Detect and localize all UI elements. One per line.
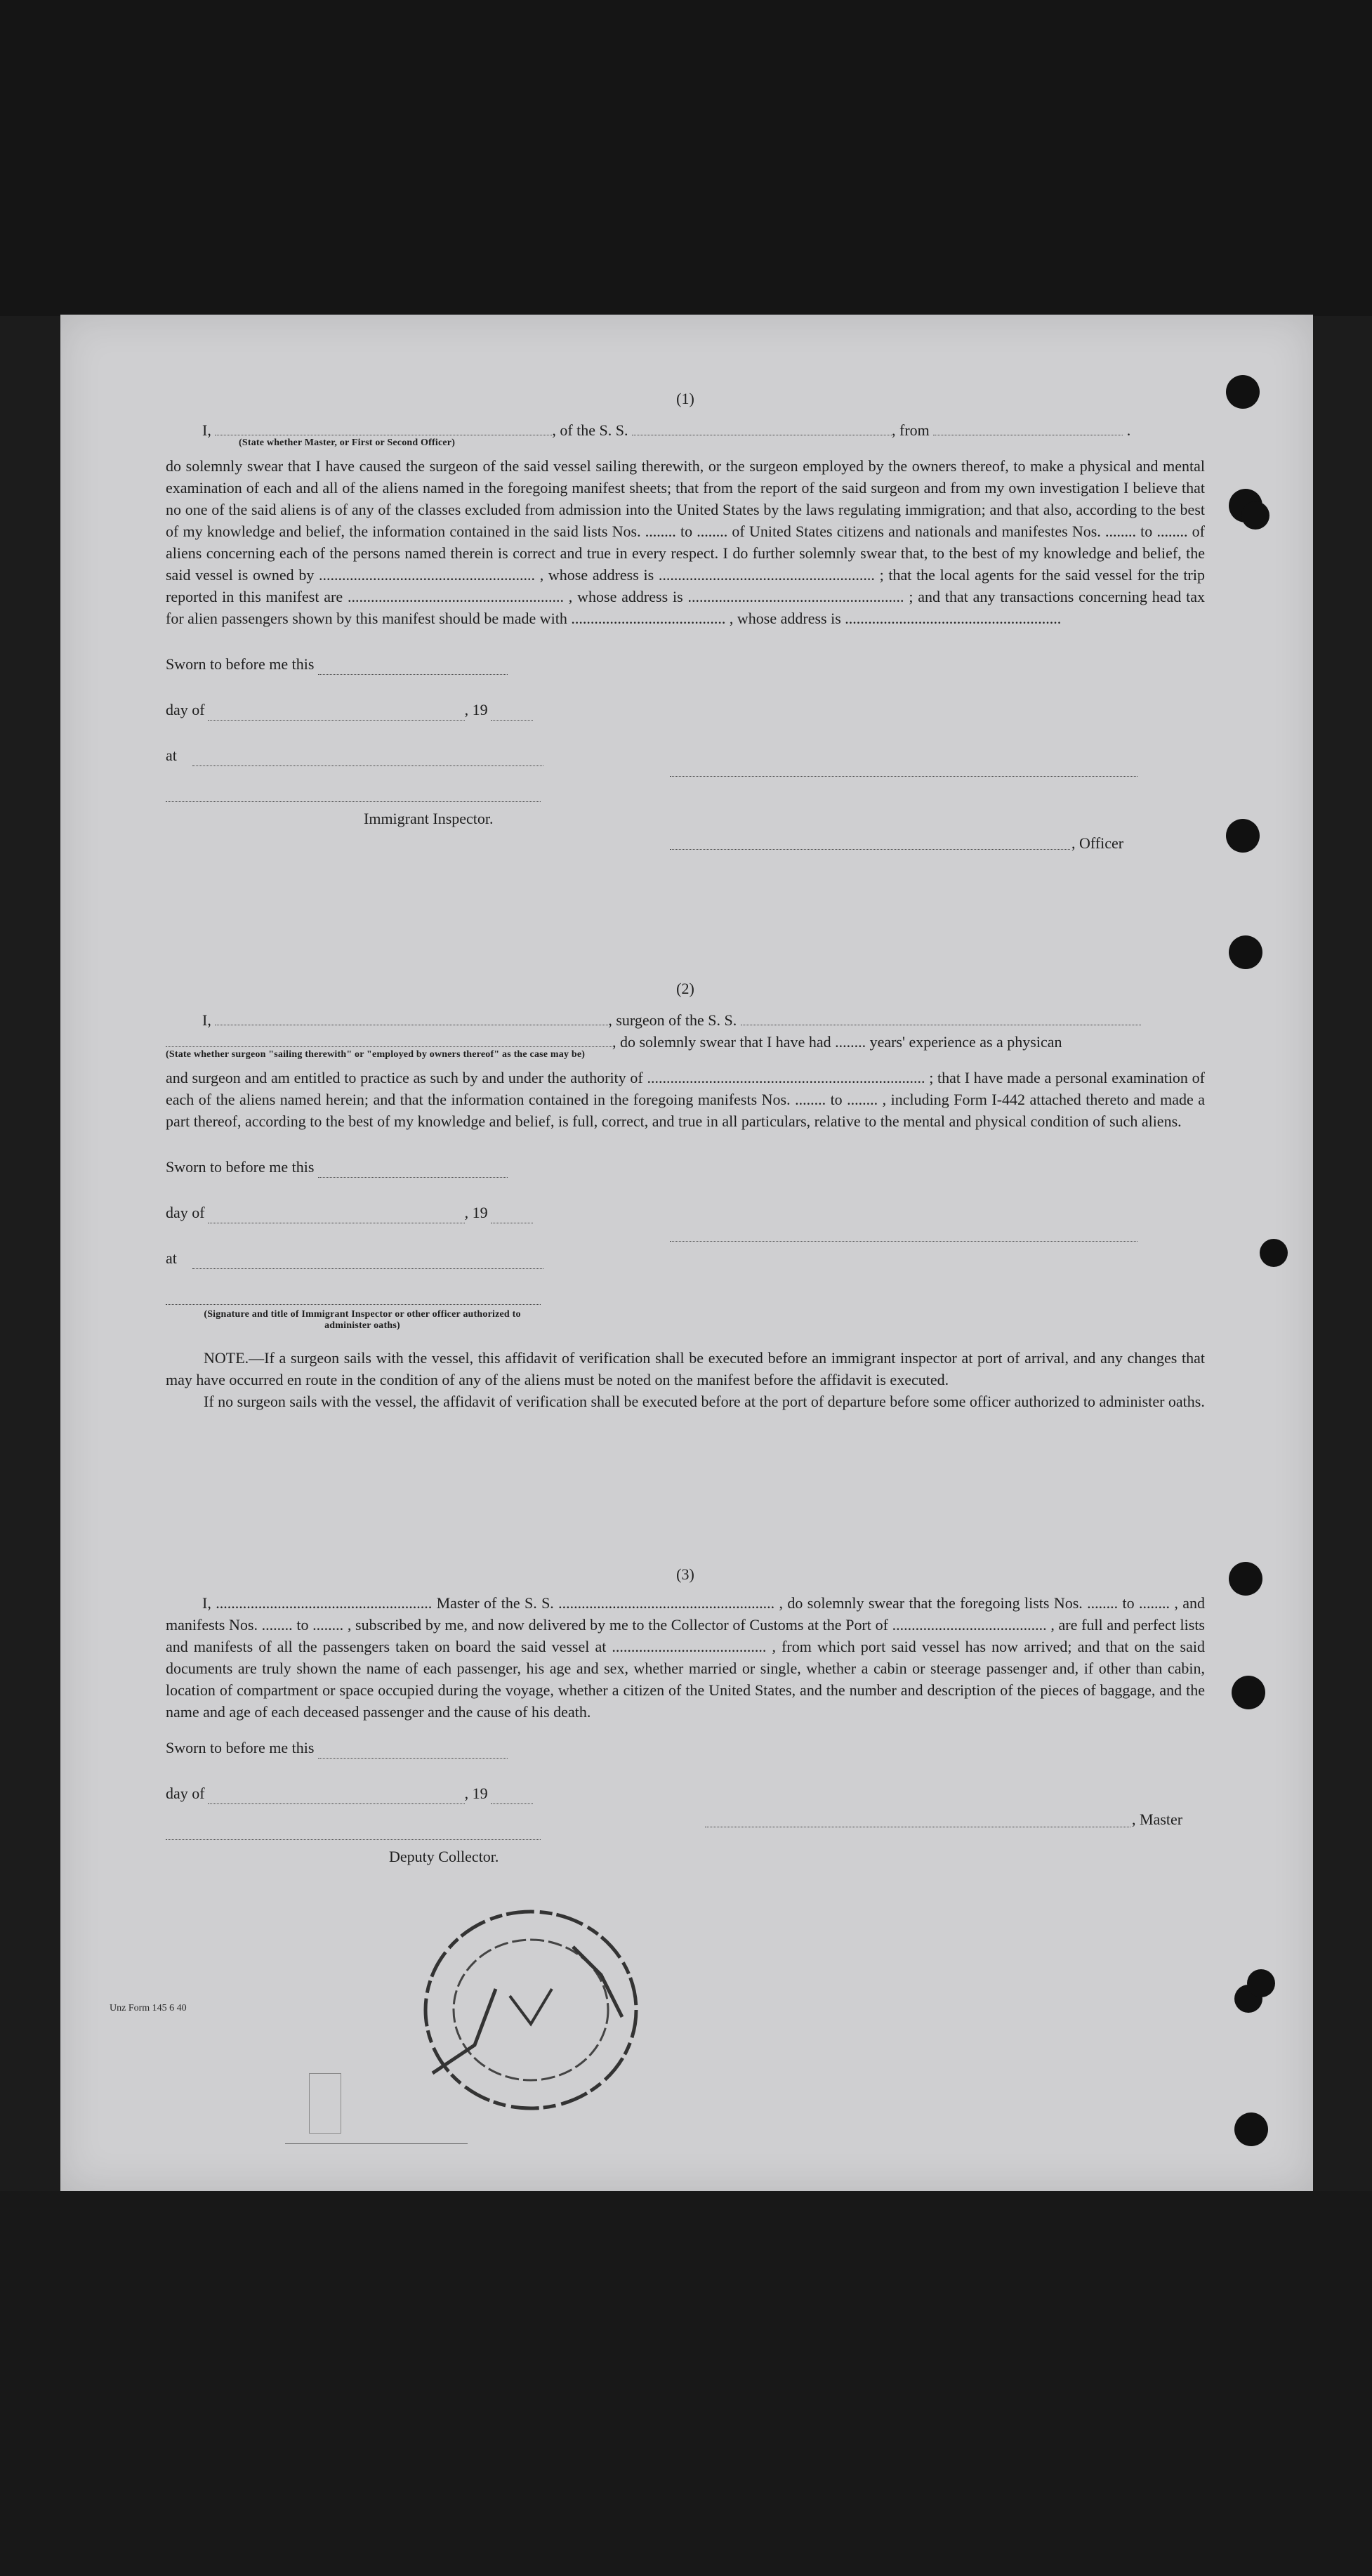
punch-hole	[1234, 2112, 1268, 2146]
collector-signature-field[interactable]	[166, 1825, 541, 1840]
section-2-second-line: , do solemnly swear that I have had ........ years' experience as a physican	[166, 1031, 1205, 1053]
year-field-2[interactable]	[491, 1209, 533, 1223]
section-1-officer-line[interactable]	[670, 848, 1070, 850]
section-1-body: do solemnly swear that I have caused the surgeon of the said vessel sailing therewith, or the surgeon employed by the owners thereof, to make a physical and mental examination of each and all of the aliens named in the foregoing manifest sheets; that from the report of the said surgeon and from my own investigation I believe that no one of the said aliens is of any of the classes excluded from admission into the United States by the laws regulating immigration; and that also, according to the best of my knowledge and belief, the information contained in the said lists Nos. ........ to ........ of United States citizens and nationals and manifestes Nos. ........ to ........ of aliens concerning each of the persons named therein is correct and true in every respect. I do further solemnly swear that, to the best of my knowledge and belief, the said vessel is owned by ........................................................ , whose address is ........................................................ ; that the local agents for the said vessel for the trip reported in this manifest are ........................................................ , whose address is ........................................................ ; and that any transactions concerning head tax for alien passengers shown by this manifest should be made with ........................................ , whose address is ........................................................	[166, 457, 1205, 627]
at-place-field[interactable]	[192, 751, 543, 766]
surgeon-note-2: If no surgeon sails with the vessel, the affidavit of verification shall be executed before at the port of departure before some officer authorized to administer oaths.	[204, 1393, 1205, 1410]
officer-label: , Officer	[1071, 834, 1124, 852]
section-2-inspector-sig	[166, 1290, 1205, 1305]
section-2-signature-line[interactable]	[670, 1240, 1137, 1242]
section-1-sworn-row: Sworn to before me this	[166, 653, 1205, 675]
punch-hole	[1229, 1562, 1262, 1596]
vessel-name-field[interactable]	[632, 421, 892, 435]
deputy-collector-label: Deputy Collector.	[389, 1848, 499, 1865]
section-2-body: and surgeon and am entitled to practice as such by and under the authority of ........................................................................ ; that I have made a personal examination of each of the aliens named herein; and that the information contained in the foregoing manifests Nos. ........ to ........ , including Form I-442 attached thereto and made a part thereof, according to the best of my knowledge and belief, is full, correct, and true in all particulars, relative to the mental and physical condition of such aliens.	[166, 1069, 1205, 1130]
day-field-2[interactable]	[208, 1209, 465, 1223]
document-page	[60, 315, 1313, 2191]
section-1-inspector-sig	[166, 787, 1205, 802]
year-field[interactable]	[491, 706, 533, 721]
section-3-day-row: day of , 19	[166, 1782, 1205, 1804]
section-2	[166, 978, 1205, 1412]
section-2-day-row: day of , 19	[166, 1202, 1205, 1223]
section-3-collector-sig	[166, 1825, 1205, 1840]
inspector-signature-field[interactable]	[166, 787, 541, 802]
sworn-date-field[interactable]	[318, 660, 508, 675]
immigrant-inspector-label: Immigrant Inspector.	[364, 810, 494, 827]
year-field-3[interactable]	[491, 1789, 533, 1804]
surgeon-vessel-field[interactable]	[741, 1011, 1141, 1025]
film-top-margin	[0, 0, 1372, 316]
day-field[interactable]	[208, 706, 465, 721]
punch-hole	[1226, 375, 1260, 409]
customs-stamp	[390, 1905, 671, 2115]
surgeon-type-note: (State whether surgeon "sailing therewith" or "employed by owners thereof" as the case may be)	[166, 1049, 586, 1060]
surgeon-type-field[interactable]	[166, 1032, 612, 1047]
section-1	[166, 388, 1205, 829]
section-3-sworn-row: Sworn to before me this	[166, 1737, 1205, 1759]
section-3-master-line[interactable]	[705, 1826, 1130, 1827]
section-2-at-row: at	[166, 1247, 1205, 1269]
section-2-sworn-row: Sworn to before me this	[166, 1156, 1205, 1178]
section-1-number: (1)	[676, 390, 694, 407]
sworn-date-field-3[interactable]	[318, 1744, 508, 1759]
officer-title-note: (State whether Master, or First or Second Officer)	[239, 438, 456, 448]
section-2-first-line: I, , surgeon of the S. S.	[166, 1009, 1205, 1031]
signature-title-note: (Signature and title of Immigrant Inspector or other officer authorized to administer oaths)	[204, 1309, 521, 1331]
section-1-day-row: day of , 19	[166, 699, 1205, 721]
punch-hole	[1232, 1676, 1265, 1709]
punch-hole	[1226, 819, 1260, 853]
pencil-mark	[309, 2073, 341, 2134]
officer-name-field[interactable]	[215, 421, 552, 435]
section-1-signature-line[interactable]	[670, 775, 1137, 777]
surgeon-name-field[interactable]	[215, 1011, 608, 1025]
punch-hole	[1247, 1969, 1275, 1997]
punch-hole	[1229, 935, 1262, 969]
origin-port-field[interactable]	[933, 421, 1123, 435]
section-2-number: (2)	[676, 980, 694, 997]
sworn-date-field-2[interactable]	[318, 1163, 508, 1178]
pencil-mark	[285, 2143, 468, 2144]
form-id: Unz Form 145 6 40	[110, 2003, 187, 2013]
section-3	[166, 1563, 1205, 1867]
section-3-number: (3)	[676, 1565, 694, 1583]
film-bottom-margin	[0, 2191, 1372, 2576]
section-1-at-row: at	[166, 744, 1205, 766]
day-field-3[interactable]	[208, 1789, 465, 1804]
at-place-field-2[interactable]	[192, 1254, 543, 1269]
inspector-signature-field-2[interactable]	[166, 1290, 541, 1305]
punch-hole	[1241, 501, 1269, 530]
section-3-body: I, ........................................................ Master of the S. S. ........................................................ , do solemnly swear that the foregoing lists Nos. ........ to ........ , and manifests Nos. ........ to ........ , subscribed by me, and now delivered by me to the Collector of Customs at the Port of ........................................ , are full and perfect lists and manifests of all the passengers taken on board the said vessel at ........................................ , from which port said vessel has now arrived; and that on the said documents are truly shown the name of each passenger, his age and sex, whether married or single, whether a cabin or steerage passenger and, if other than cabin, location of compartment or space occupied during the voyage, whether a citizen of the United States, and the number and description of the pieces of baggage, and the name and age of each deceased passenger and the cause of his death.	[166, 1594, 1205, 1721]
master-label: , Master	[1132, 1811, 1183, 1828]
punch-hole	[1260, 1239, 1288, 1267]
surgeon-note-1: NOTE.—If a surgeon sails with the vessel, this affidavit of verification shall be executed before an immigrant inspector at port of arrival, and any changes that may have occurred en route in the condition of any of the aliens must be noted on the manifest before the affidavit is executed.	[166, 1349, 1205, 1388]
section-1-first-line: I, , of the S. S. , from .	[202, 421, 1131, 439]
